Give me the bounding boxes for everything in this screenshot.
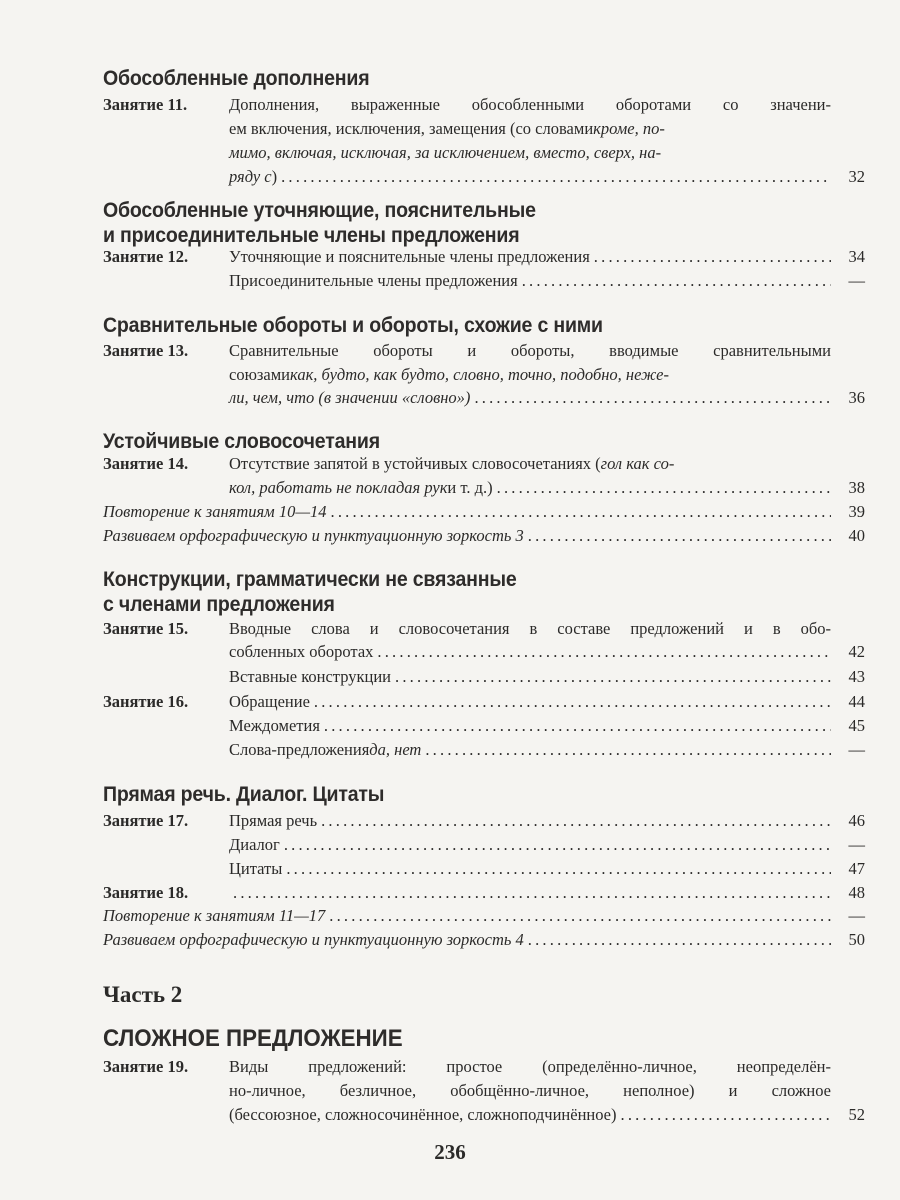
page-number: 40 (848, 526, 865, 545)
lesson-label: Занятие 11. (103, 95, 188, 114)
dot-leader (528, 930, 831, 950)
section-heading: Обособленные уточняющие, пояснительные (103, 199, 536, 222)
toc-entry-cont (103, 167, 865, 191)
entry-text: Отсутствие запятой в устойчивых словосочетаниях ( (229, 454, 601, 473)
entry-text: Диалог (229, 835, 280, 854)
entry-text: Слова-предложения (229, 740, 370, 759)
entry-text: Виды предложений: простое (определённо-личное, неопределён- (229, 1057, 831, 1076)
page-number: 45 (848, 716, 865, 735)
lesson-label: Занятие 16. (103, 692, 189, 711)
section-heading: Обособленные дополнения (103, 67, 370, 90)
toc-entry-cont (103, 1105, 865, 1129)
toc-entry (103, 930, 865, 954)
page-number: 42 (848, 642, 865, 661)
entry-text-italic: мимо, включая, исключая, за исключением, вместо, сверх, на- (229, 143, 662, 162)
entry-text-italic: как, будто, как будто, словно, точно, подобно, неже- (290, 365, 669, 384)
dot-leader (324, 716, 831, 736)
lesson-label: Занятие 13. (103, 341, 189, 360)
entry-text: Вставные конструкции (229, 667, 392, 686)
toc-entry (103, 906, 865, 930)
dot-leader (286, 859, 831, 879)
page-number: 43 (848, 667, 865, 686)
entry-text: Сравнительные обороты и обороты, вводимые сравнительными (229, 341, 831, 360)
section-heading: Конструкции, грамматически не связанные (103, 568, 517, 591)
dot-leader (331, 502, 832, 522)
section-heading: с членами предложения (103, 593, 335, 616)
toc-entry (103, 811, 865, 835)
toc-entry (103, 692, 865, 716)
page-number: 36 (848, 388, 865, 407)
toc-entry-cont (103, 642, 865, 666)
page-number: 44 (848, 692, 865, 711)
dot-leader (425, 740, 831, 760)
page-number: — (848, 271, 865, 290)
entry-text-italic: ли, чем, что (в значении «словно») (229, 388, 471, 407)
page-number: 32 (848, 167, 865, 186)
entry-text: Прямая речь (229, 811, 318, 830)
dot-leader (522, 271, 831, 291)
entry-text-italic: Развиваем орфографическую и пунктуационную зоркость 4 (103, 930, 524, 949)
entry-text: Цитаты (229, 859, 283, 878)
entry-text: но-личное, безличное, обобщённо-личное, неполное) и сложное (229, 1081, 831, 1100)
entry-text-italic: ряду с (229, 167, 272, 186)
page-number: 47 (848, 859, 865, 878)
lesson-label: Занятие 18. (103, 883, 189, 902)
section-heading: и присоединительные члены предложения (103, 224, 520, 247)
toc-entry (103, 716, 865, 740)
entry-text-italic: кол, работать не покладая рук (229, 478, 448, 497)
toc-entry-cont (103, 1081, 865, 1105)
dot-leader (528, 526, 831, 546)
dot-leader (594, 247, 831, 267)
toc-entry-cont (103, 365, 865, 389)
toc-entry-cont (103, 119, 865, 143)
toc-entry (103, 1057, 865, 1081)
dot-leader (395, 667, 831, 687)
entry-text: Дополнения, выраженные обособленными оборотами со значени- (229, 95, 831, 114)
page-number: 52 (848, 1105, 865, 1124)
toc-entry (103, 835, 865, 859)
toc-entry (103, 740, 865, 764)
toc-entry (103, 883, 865, 907)
lesson-label: Занятие 17. (103, 811, 189, 830)
dot-leader (233, 883, 831, 903)
entry-text: союзами (229, 365, 291, 384)
entry-text-italic: кроме, по- (593, 119, 665, 138)
section-heading: Прямая речь. Диалог. Цитаты (103, 783, 385, 806)
entry-text-italic: гол как со- (600, 454, 675, 473)
toc-entry (103, 667, 865, 691)
page-number: — (848, 835, 865, 854)
dot-leader (497, 478, 831, 498)
page-number: 46 (848, 811, 865, 830)
page-number: 39 (848, 502, 865, 521)
entry-text: Вводные слова и словосочетания в составе предложений и в обо- (229, 619, 831, 638)
page-number: 34 (848, 247, 865, 266)
entry-text-italic: Повторение к занятиям 10—14 (103, 502, 327, 521)
page-number: 38 (848, 478, 865, 497)
toc-entry (103, 247, 865, 271)
section-heading: Сравнительные обороты и обороты, схожие с ними (103, 314, 603, 337)
dot-leader (377, 642, 831, 662)
entry-text-italic: да, нет (369, 740, 422, 759)
page-number: — (848, 906, 865, 925)
part-heading: СЛОЖНОЕ ПРЕДЛОЖЕНИЕ (103, 1025, 403, 1052)
page-number: 48 (848, 883, 865, 902)
toc-entry (103, 619, 865, 643)
lesson-label: Занятие 14. (103, 454, 189, 473)
part-title: Часть 2 (103, 982, 183, 1007)
toc-entry (103, 341, 865, 365)
toc-entry-cont (103, 388, 865, 412)
toc-entry (103, 526, 865, 550)
entry-text: ) (271, 167, 278, 186)
page-number: — (848, 740, 865, 759)
toc-entry (103, 95, 865, 119)
dot-leader (621, 1105, 832, 1125)
dot-leader (474, 388, 831, 408)
entry-text: Уточняющие и пояснительные члены предложения (229, 247, 590, 266)
dot-leader (329, 906, 831, 926)
toc-entry (103, 271, 865, 295)
toc-entry (103, 502, 865, 526)
entry-text: и т. д.) (447, 478, 493, 497)
entry-text: собленных оборотах (229, 642, 374, 661)
toc-entry-cont (103, 478, 865, 502)
folio-page-number: 236 (434, 1140, 466, 1164)
section-heading: Устойчивые словосочетания (103, 430, 380, 453)
entry-text: ем включения, исключения, замещения (со словами (229, 119, 594, 138)
dot-leader (284, 835, 831, 855)
entry-text-italic: Развиваем орфографическую и пунктуационную зоркость 3 (103, 526, 524, 545)
lesson-label: Занятие 12. (103, 247, 189, 266)
entry-text: Обращение (229, 692, 310, 711)
entry-text-italic: Повторение к занятиям 11—17 (103, 906, 326, 925)
dot-leader (321, 811, 831, 831)
page-number: 50 (848, 930, 865, 949)
toc-entry (103, 859, 865, 883)
toc-entry (103, 454, 865, 478)
dot-leader (281, 167, 831, 187)
entry-text: Присоединительные члены предложения (229, 271, 518, 290)
lesson-label: Занятие 15. (103, 619, 189, 638)
entry-text: Междометия (229, 716, 320, 735)
entry-text: (бессоюзное, сложносочинённое, сложноподчинённое) (229, 1105, 617, 1124)
toc-entry-cont (103, 143, 865, 167)
dot-leader (314, 692, 831, 712)
lesson-label: Занятие 19. (103, 1057, 189, 1076)
